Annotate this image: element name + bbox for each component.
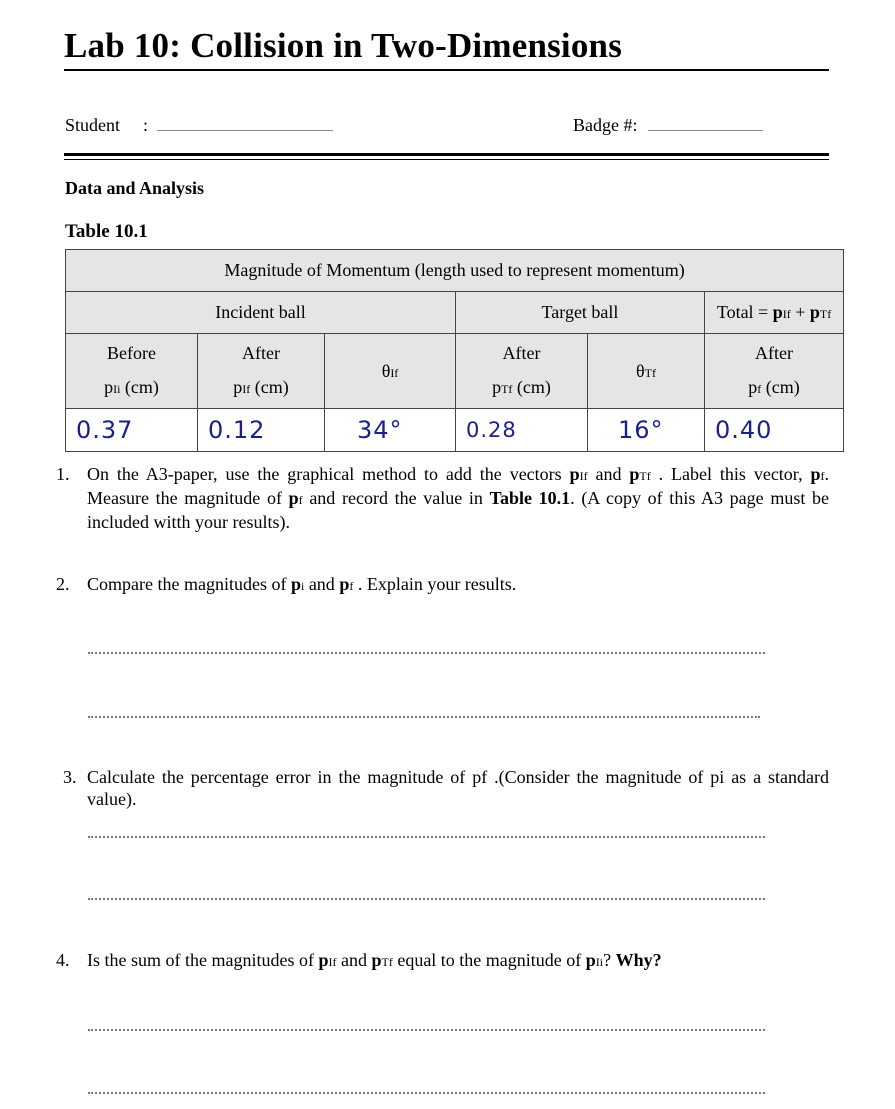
- table-main-header: Magnitude of Momentum (length used to represent momentum): [66, 250, 844, 292]
- col-header-theta-If: θIf: [325, 334, 456, 409]
- question-text: Compare the magnitudes of pi and pf . Explain your results.: [87, 574, 517, 594]
- value-pIf[interactable]: 0.12: [198, 409, 325, 452]
- answer-line[interactable]: [88, 836, 765, 838]
- question-text: Is the sum of the magnitudes of pIf and pTf equal to the magnitude of pIi? Why?: [87, 950, 662, 970]
- badge-label-row: [573, 114, 763, 136]
- incident-ball-header: Incident ball: [66, 292, 456, 334]
- badge-label: Badge #:: [573, 115, 638, 135]
- question-text: On the A3-paper, use the graphical method to add the vectors pIf and pTf . Label this vector, pf. Measure the magnitude of pf and record the value in Table 10.1. (A copy of this A3 page must be included witth your results).: [87, 464, 829, 532]
- page-title: Lab 10: Collision in Two-Dimensions: [64, 26, 623, 65]
- section-heading: Data and Analysis: [65, 178, 205, 198]
- col-header-after-pf: After pf (cm): [705, 334, 844, 409]
- header-double-rule-bottom: [64, 159, 829, 160]
- table-title: Table 10.1: [65, 221, 148, 242]
- table-main-header-row: [66, 250, 844, 292]
- table-data-row: [66, 409, 844, 452]
- col-header-theta-Tf: θTf: [588, 334, 705, 409]
- answer-line[interactable]: [88, 1092, 765, 1094]
- title-underline: [64, 69, 829, 71]
- value-pf[interactable]: 0.40: [705, 409, 844, 452]
- value-theta-If[interactable]: 34°: [325, 409, 456, 452]
- total-header: Total = pIf + pTf: [705, 292, 844, 334]
- student-name-field[interactable]: [157, 114, 333, 131]
- student-label-row: [65, 114, 333, 136]
- answer-line[interactable]: [88, 1029, 765, 1031]
- value-pIi[interactable]: 0.37: [66, 409, 198, 452]
- col-header-before-pIi: Before pIi (cm): [66, 334, 198, 409]
- question-number: 3.: [63, 767, 77, 787]
- answer-line[interactable]: [88, 652, 765, 654]
- question-number: 4.: [56, 950, 70, 970]
- question-text: Calculate the percentage error in the magnitude of pf .(Consider the magnitude of pi as a standard value).: [87, 767, 829, 809]
- question-number: 1.: [56, 464, 70, 484]
- col-header-after-pTf: After pTf (cm): [456, 334, 588, 409]
- value-theta-Tf[interactable]: 16°: [588, 409, 705, 452]
- value-pTf[interactable]: 0.28: [456, 409, 588, 452]
- target-ball-header: Target ball: [456, 292, 705, 334]
- student-label: Student: [65, 115, 121, 135]
- col-header-after-pIf: After pIf (cm): [198, 334, 325, 409]
- student-colon: :: [143, 115, 149, 135]
- momentum-table: [65, 249, 844, 452]
- table-group-row: [66, 292, 844, 334]
- table-column-header-row: [66, 334, 844, 409]
- question-number: 2.: [56, 574, 70, 594]
- answer-line[interactable]: [88, 716, 760, 718]
- badge-number-field[interactable]: [648, 114, 763, 131]
- header-double-rule-top: [64, 153, 829, 156]
- answer-line[interactable]: [88, 898, 765, 900]
